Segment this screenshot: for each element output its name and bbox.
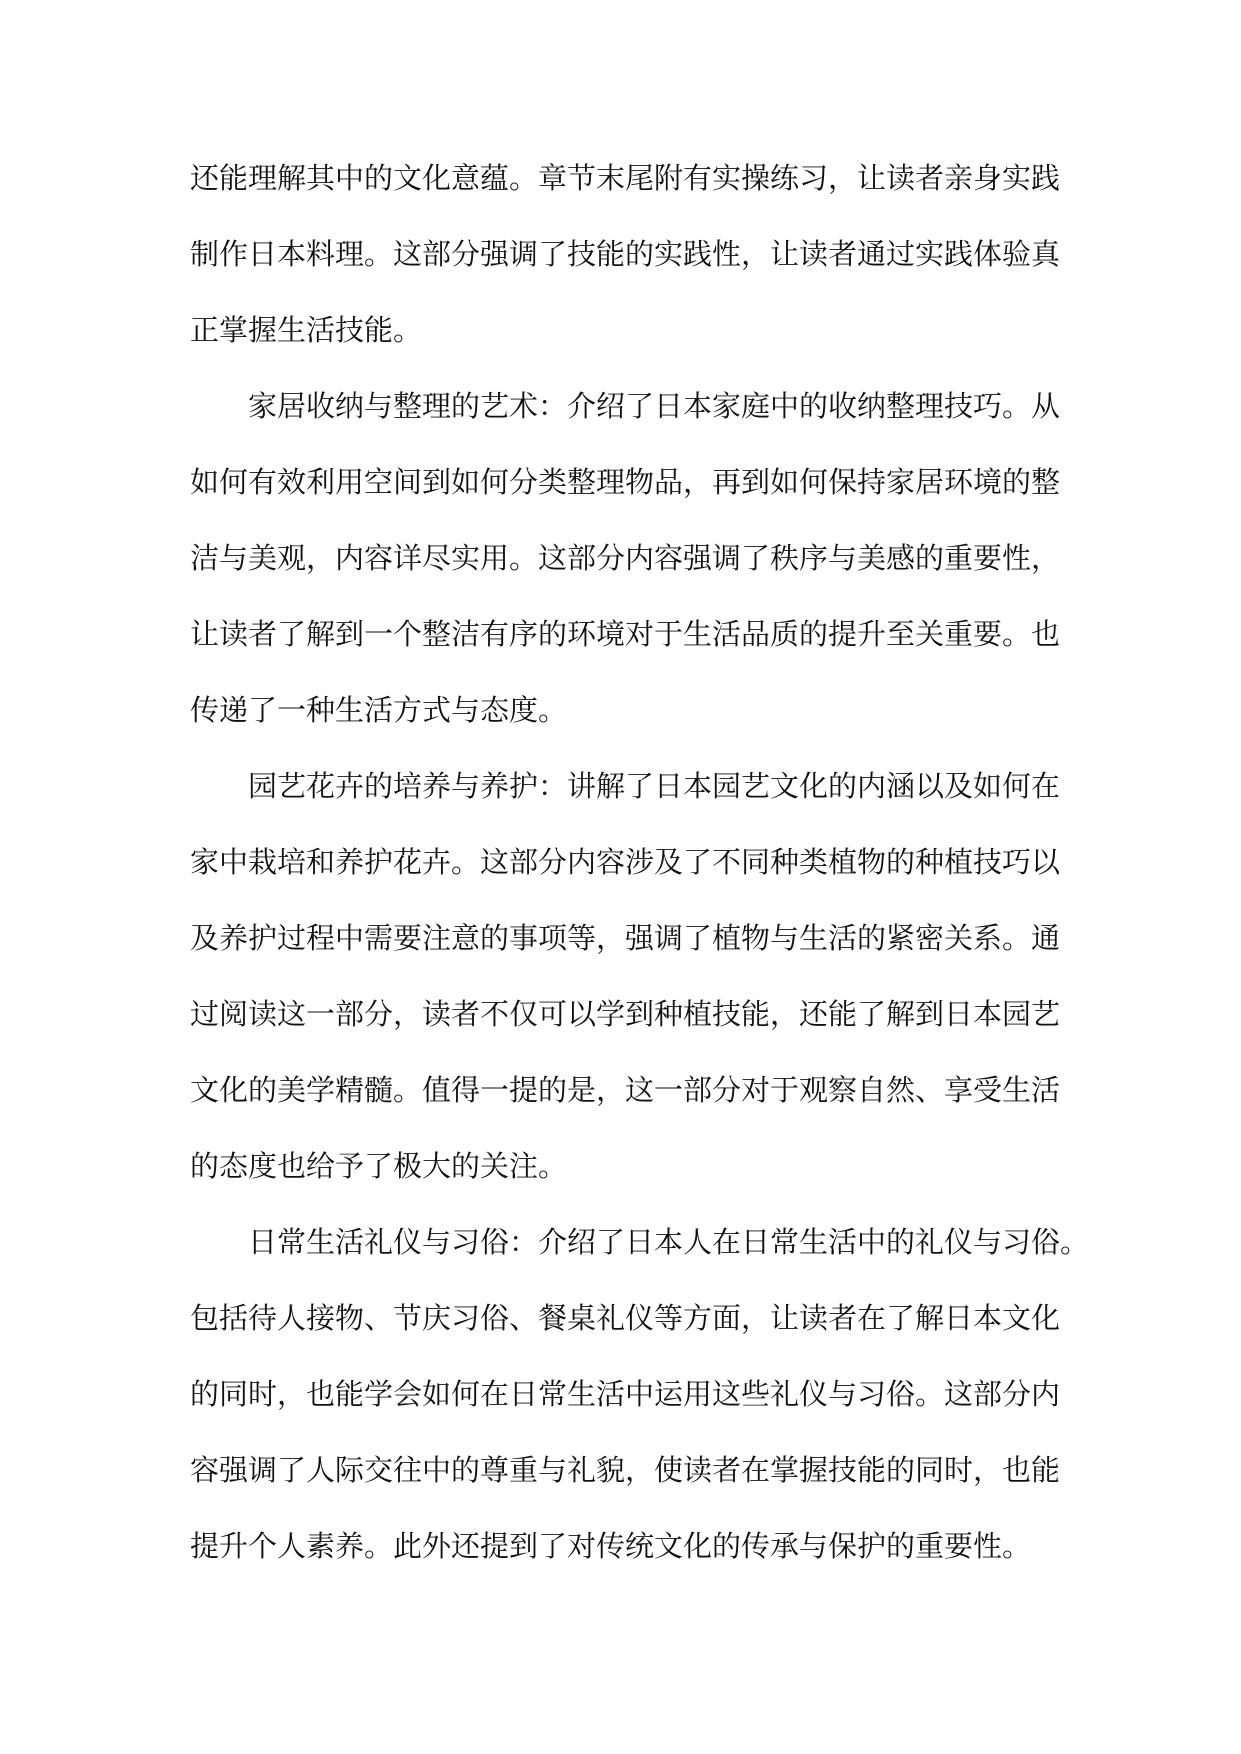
text-line: 过阅读这一部分，读者不仅可以学到种植技能，还能了解到日本园艺 — [190, 997, 1061, 1031]
paragraph-first-line: 日常生活礼仪与习俗：介绍了日本人在日常生活中的礼仪与习俗。 — [248, 1225, 1090, 1259]
text-line: 让读者了解到一个整洁有序的环境对于生活品质的提升至关重要。也 — [190, 617, 1061, 651]
text-line: 传递了一种生活方式与态度。 — [190, 693, 568, 727]
text-line: 容强调了人际交往中的尊重与礼貌，使读者在掌握技能的同时，也能 — [190, 1453, 1061, 1487]
body-text — [190, 140, 1090, 1584]
text-line: 提升个人素养。此外还提到了对传统文化的传承与保护的重要性。 — [190, 1529, 1032, 1563]
text-line: 家中栽培和养护花卉。这部分内容涉及了不同种类植物的种植技巧以 — [190, 845, 1061, 879]
text-line: 制作日本料理。这部分强调了技能的实践性，让读者通过实践体验真 — [190, 237, 1061, 271]
text-line: 还能理解其中的文化意蕴。章节末尾附有实操练习，让读者亲身实践 — [190, 161, 1061, 195]
text-line: 的态度也给予了极大的关注。 — [190, 1149, 568, 1183]
text-line: 的同时，也能学会如何在日常生活中运用这些礼仪与习俗。这部分内 — [190, 1377, 1061, 1411]
text-line: 如何有效利用空间到如何分类整理物品，再到如何保持家居环境的整 — [190, 465, 1061, 499]
text-line: 及养护过程中需要注意的事项等，强调了植物与生活的紧密关系。通 — [190, 921, 1061, 955]
text-line: 文化的美学精髓。值得一提的是，这一部分对于观察自然、享受生活 — [190, 1073, 1061, 1107]
text-line: 包括待人接物、节庆习俗、餐桌礼仪等方面，让读者在了解日本文化 — [190, 1301, 1061, 1335]
paragraph-first-line: 家居收纳与整理的艺术：介绍了日本家庭中的收纳整理技巧。从 — [248, 389, 1061, 423]
text-line: 洁与美观，内容详尽实用。这部分内容强调了秩序与美感的重要性， — [190, 541, 1061, 575]
paragraph-first-line: 园艺花卉的培养与养护：讲解了日本园艺文化的内涵以及如何在 — [248, 769, 1061, 803]
text-line: 正掌握生活技能。 — [190, 313, 423, 347]
